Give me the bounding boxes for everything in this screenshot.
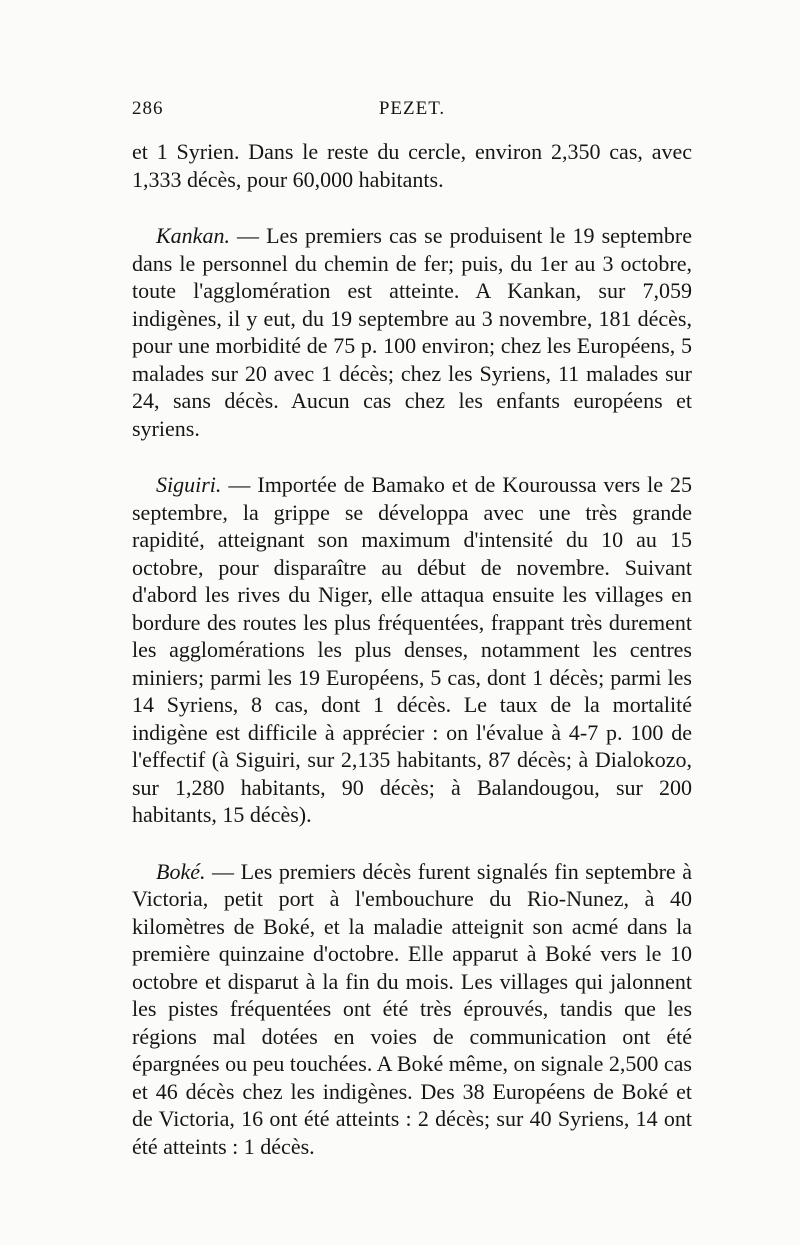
section-heading-boke: Boké. xyxy=(156,858,206,884)
paragraph-kankan xyxy=(132,222,692,442)
paragraph-text: — Les premiers décès furent signalés fin septembre à Victoria, petit port à l'embouchure du Rio-Nunez, à 40 kilomètres de Boké, et la maladie atteignit son acmé dans la première quinzaine d'octobre. Elle apparut à Boké vers le 10 octobre et disparut à la fin du mois. Les villages qui jalonnent les pistes fréquentées ont été très éprouvés, tandis que les régions mal dotées en voies de communication ont été épargnées ou peu touchées. A Boké même, on signale 2,500 cas et 46 décès chez les indigènes. Des 38 Européens de Boké et de Victoria, 16 ont été atteints : 2 décès; sur 40 Syriens, 14 ont été atteints : 1 décès. xyxy=(132,858,692,1159)
section-heading-kankan: Kankan. xyxy=(156,223,230,248)
paragraph-siguiri xyxy=(132,471,692,829)
paragraph-text: et 1 Syrien. Dans le reste du cercle, environ 2,350 cas, avec 1,333 décès, pour 60,000 habitants. xyxy=(132,139,692,192)
paragraph-boke xyxy=(132,858,692,1161)
paragraph-text: — Importée de Bamako et de Kouroussa vers le 25 septembre, la grippe se développa avec une très grande rapidité, atteignant son maximum d'intensité du 10 au 15 octobre, pour disparaître au début de novembre. Suivant d'abord les rives du Niger, elle attaqua ensuite les villages en bordure des routes les plus fréquentées, frappant très durement les agglomérations les plus denses, notamment les centres miniers; parmi les 19 Européens, 5 cas, dont 1 décès; parmi les 14 Syriens, 8 cas, dont 1 décès. Le taux de la mortalité indigène est difficile à apprécier : on l'évalue à 4-7 p. 100 de l'effectif (à Siguiri, sur 2,135 habitants, 87 décès; à Dialokozo, sur 1,280 habitants, 90 décès; à Balandougou, sur 200 habitants, 15 décès). xyxy=(132,472,692,827)
running-head: PEZET. xyxy=(378,98,446,119)
paragraph-continuation xyxy=(132,138,692,193)
page-number: 286 xyxy=(132,98,164,119)
paragraph-text: — Les premiers cas se produisent le 19 septembre dans le personnel du chemin de fer; puis, du 1er au 3 octobre, toute l'agglomération est atteinte. A Kankan, sur 7,059 indigènes, il y eut, du 19 septembre au 3 novembre, 181 décès, pour une morbidité de 75 p. 100 environ; chez les Européens, 5 malades sur 20 avec 1 décès; chez les Syriens, 11 malades sur 24, sans décès. Aucun cas chez les enfants européens et syriens. xyxy=(132,223,692,441)
page-header xyxy=(132,98,692,128)
section-heading-siguiri: Siguiri. xyxy=(156,472,222,497)
body-text xyxy=(132,138,692,1160)
